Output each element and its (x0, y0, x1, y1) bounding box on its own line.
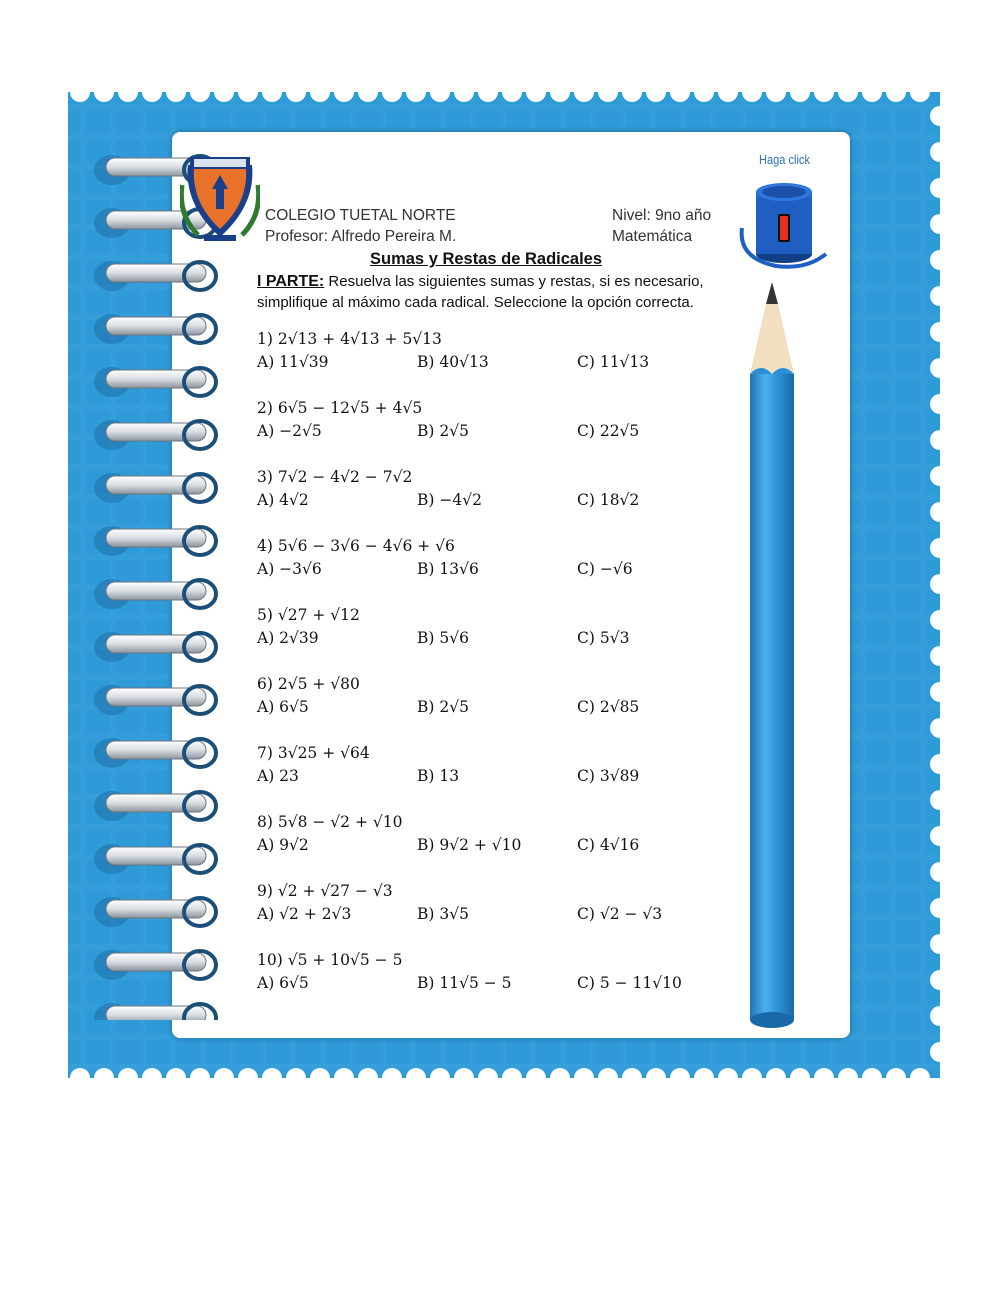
option-a[interactable]: A) 4√2 (257, 491, 309, 509)
option-a[interactable]: A) −3√6 (257, 560, 322, 578)
option-c[interactable]: C) 2√85 (577, 698, 640, 716)
question-7 (257, 742, 737, 811)
option-c[interactable]: C) 3√89 (577, 767, 640, 785)
option-b[interactable]: B) 9√2 + √10 (417, 836, 522, 854)
option-c[interactable]: C) 22√5 (577, 422, 640, 440)
option-c[interactable]: C) 11√13 (577, 353, 650, 371)
option-b[interactable]: B) 40√13 (417, 353, 489, 371)
question-stem: 6) 2√5 + √80 (257, 675, 360, 693)
part-label: I PARTE: (257, 273, 325, 290)
question-stem: 4) 5√6 − 3√6 − 4√6 + √6 (257, 537, 455, 555)
question-1 (257, 328, 737, 397)
school-crest-logo (180, 145, 260, 243)
pencil-illustration (748, 282, 796, 1030)
question-stem: 8) 5√8 − √2 + √10 (257, 813, 403, 831)
question-4 (257, 535, 737, 604)
question-6 (257, 673, 737, 742)
page-title: Sumas y Restas de Radicales (370, 250, 603, 268)
option-c[interactable]: C) √2 − √3 (577, 905, 663, 923)
question-stem: 3) 7√2 − 4√2 − 7√2 (257, 468, 413, 486)
question-8 (257, 811, 737, 880)
option-a[interactable]: A) √2 + 2√3 (257, 905, 352, 923)
option-a[interactable]: A) 23 (257, 767, 299, 785)
school-info (265, 205, 456, 247)
question-2 (257, 397, 737, 466)
option-b[interactable]: B) 5√6 (417, 629, 469, 647)
question-9 (257, 880, 737, 949)
course-info (612, 205, 711, 247)
option-a[interactable]: A) 6√5 (257, 974, 309, 992)
question-stem: 7) 3√25 + √64 (257, 744, 370, 762)
subject-name: Matemática (612, 228, 693, 245)
question-stem: 10) √5 + 10√5 − 5 (257, 951, 403, 969)
option-c[interactable]: C) −√6 (577, 560, 633, 578)
question-3 (257, 466, 737, 535)
option-c[interactable]: C) 5 − 11√10 (577, 974, 682, 992)
option-c[interactable]: C) 4√16 (577, 836, 640, 854)
option-a[interactable]: A) 2√39 (257, 629, 319, 647)
option-b[interactable]: B) 3√5 (417, 905, 469, 923)
option-b[interactable]: B) 2√5 (417, 698, 469, 716)
spiral-rings (82, 150, 232, 1020)
speaker-audio-button[interactable] (736, 180, 832, 276)
school-name: COLEGIO TUETAL NORTE (265, 207, 456, 224)
grade-level: Nivel: 9no año (612, 207, 712, 224)
option-b[interactable]: B) 13 (417, 767, 460, 785)
option-c[interactable]: C) 18√2 (577, 491, 640, 509)
option-b[interactable]: B) 2√5 (417, 422, 469, 440)
instructions (257, 271, 742, 313)
option-a[interactable]: A) 11√39 (257, 353, 329, 371)
option-c[interactable]: C) 5√3 (577, 629, 630, 647)
teacher-name: Profesor: Alfredo Pereira M. (265, 228, 457, 245)
question-stem: 5) √27 + √12 (257, 606, 360, 624)
option-b[interactable]: B) −4√2 (417, 491, 482, 509)
question-list (257, 328, 737, 1018)
option-a[interactable]: A) 6√5 (257, 698, 309, 716)
question-stem: 9) √2 + √27 − √3 (257, 882, 393, 900)
option-b[interactable]: B) 13√6 (417, 560, 479, 578)
question-10 (257, 949, 737, 1018)
instructions-text: Resuelva las siguientes sumas y restas, si es necesario, simplifique al máximo cada radical. Seleccione la opción correcta. (257, 273, 704, 311)
audio-hint-label: Haga click (759, 152, 810, 167)
option-b[interactable]: B) 11√5 − 5 (417, 974, 512, 992)
question-5 (257, 604, 737, 673)
option-a[interactable]: A) 9√2 (257, 836, 309, 854)
option-a[interactable]: A) −2√5 (257, 422, 322, 440)
question-stem: 2) 6√5 − 12√5 + 4√5 (257, 399, 423, 417)
question-stem: 1) 2√13 + 4√13 + 5√13 (257, 330, 442, 348)
